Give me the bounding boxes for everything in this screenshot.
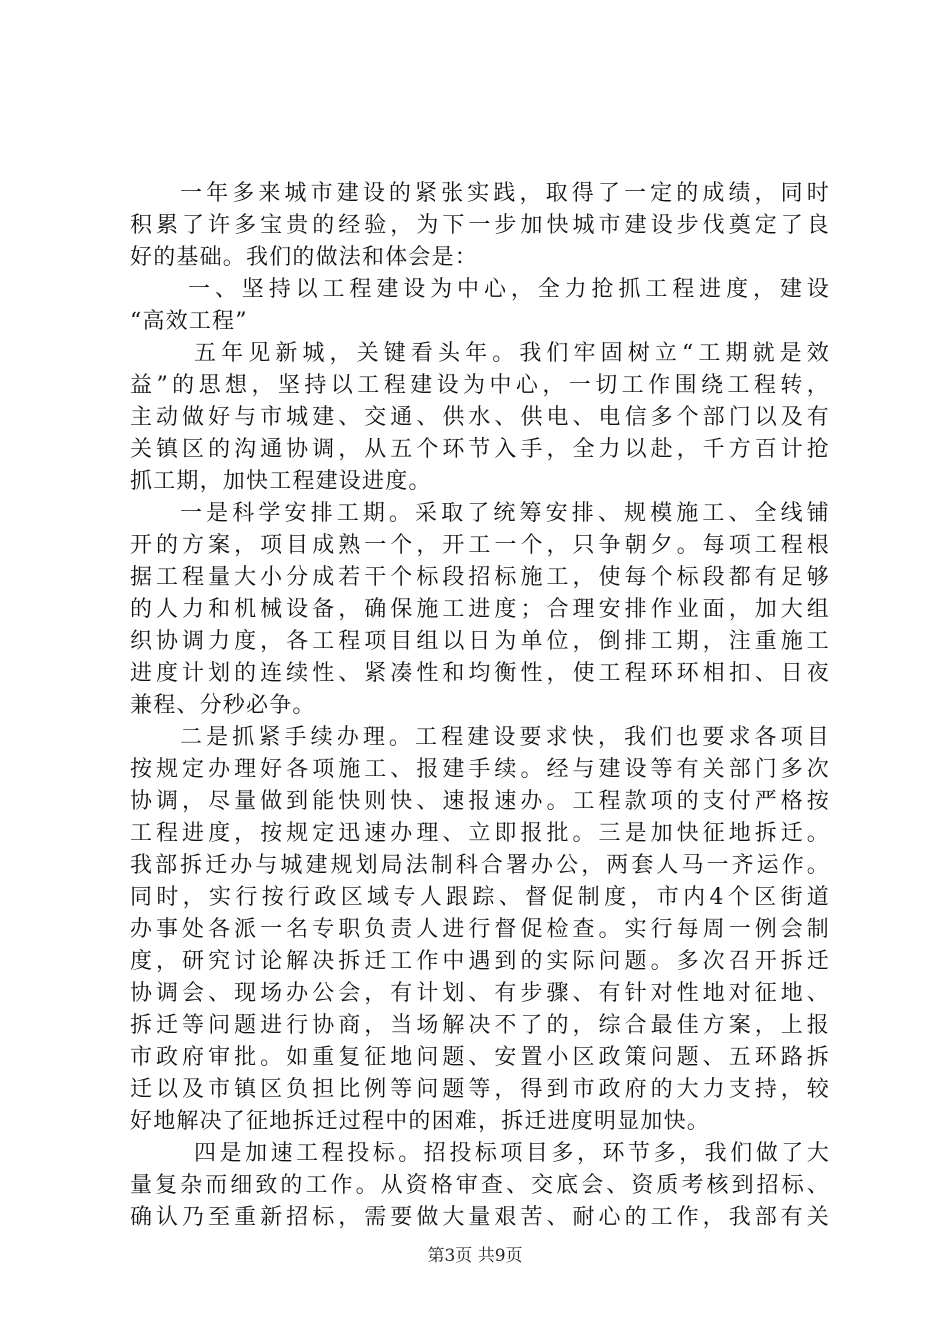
text-line: 拆迁等问题进行协商，当场解决不了的，综合最佳方案，上报 [130, 1013, 830, 1038]
text-line: 益”的思想，坚持以工程建设为中心，一切工作围绕工程转， [130, 373, 830, 398]
text-line: 一年多来城市建设的紧张实践，取得了一定的成绩，同时 [180, 181, 830, 206]
text-line: 兼程、分秒必争。 [130, 693, 316, 718]
document-body [130, 178, 830, 1234]
text-line: 开的方案，项目成熟一个，开工一个，只争朝夕。每项工程根 [130, 533, 830, 558]
text-line: 积累了许多宝贵的经验，为下一步加快城市建设步伐奠定了良 [130, 213, 830, 238]
text-line: 关镇区的沟通协调，从五个环节入手，全力以赴，千方百计抢 [130, 437, 830, 462]
text-line: 协调会、现场办公会，有计划、有步骤、有针对性地对征地、 [130, 981, 830, 1006]
text-line: 工程进度，按规定迅速办理、立即报批。三是加快征地拆迁。 [130, 821, 830, 846]
text-line: 协调，尽量做到能快则快、速报速办。工程款项的支付严格按 [130, 789, 830, 814]
text-line: 度，研究讨论解决拆迁工作中遇到的实际问题。多次召开拆迁 [130, 949, 830, 974]
page-number-footer: 第3页 共9页 [427, 1246, 523, 1266]
section-heading-line: “高效工程” [130, 309, 248, 334]
text-line: 我部拆迁办与城建规划局法制科合署办公，两套人马一齐运作。 [130, 853, 830, 878]
text-line: 按规定办理好各项施工、报建手续。经与建设等有关部门多次 [130, 757, 830, 782]
text-line: 主动做好与市城建、交通、供水、供电、电信多个部门以及有 [130, 405, 830, 430]
text-line: 二是抓紧手续办理。工程建设要求快，我们也要求各项目 [180, 725, 830, 750]
text-line: 的人力和机械设备，确保施工进度；合理安排作业面，加大组 [130, 597, 830, 622]
text-line: 好的基础。我们的做法和体会是： [130, 245, 479, 270]
text-line: 确认乃至重新招标，需要做大量艰苦、耐心的工作，我部有关 [130, 1205, 830, 1230]
text-line: 五年见新城，关键看头年。我们牢固树立“工期就是效 [194, 341, 830, 366]
text-line: 好地解决了征地拆迁过程中的困难，拆迁进度明显加快。 [130, 1109, 711, 1134]
section-heading-line: 一、坚持以工程建设为中心，全力抢抓工程进度，建设 [188, 277, 830, 302]
text-line: 量复杂而细致的工作。从资格审查、交底会、资质考核到招标、 [130, 1173, 830, 1198]
text-line: 办事处各派一名专职负责人进行督促检查。实行每周一例会制 [130, 917, 830, 942]
text-line: 进度计划的连续性、紧凑性和均衡性，使工程环环相扣、日夜 [130, 661, 830, 686]
text-line: 织协调力度，各工程项目组以日为单位，倒排工期，注重施工 [130, 629, 830, 654]
text-line: 抓工期，加快工程建设进度。 [130, 469, 432, 494]
text-line: 同时，实行按行政区域专人跟踪、督促制度，市内4个区街道 [130, 885, 830, 910]
text-line: 一是科学安排工期。采取了统筹安排、规模施工、全线铺 [180, 501, 830, 526]
text-line: 四是加速工程投标。招投标项目多，环节多，我们做了大 [194, 1141, 830, 1166]
text-line: 迁以及市镇区负担比例等问题等，得到市政府的大力支持，较 [130, 1077, 830, 1102]
text-line: 市政府审批。如重复征地问题、安置小区政策问题、五环路拆 [130, 1045, 830, 1070]
text-line: 据工程量大小分成若干个标段招标施工，使每个标段都有足够 [130, 565, 830, 590]
